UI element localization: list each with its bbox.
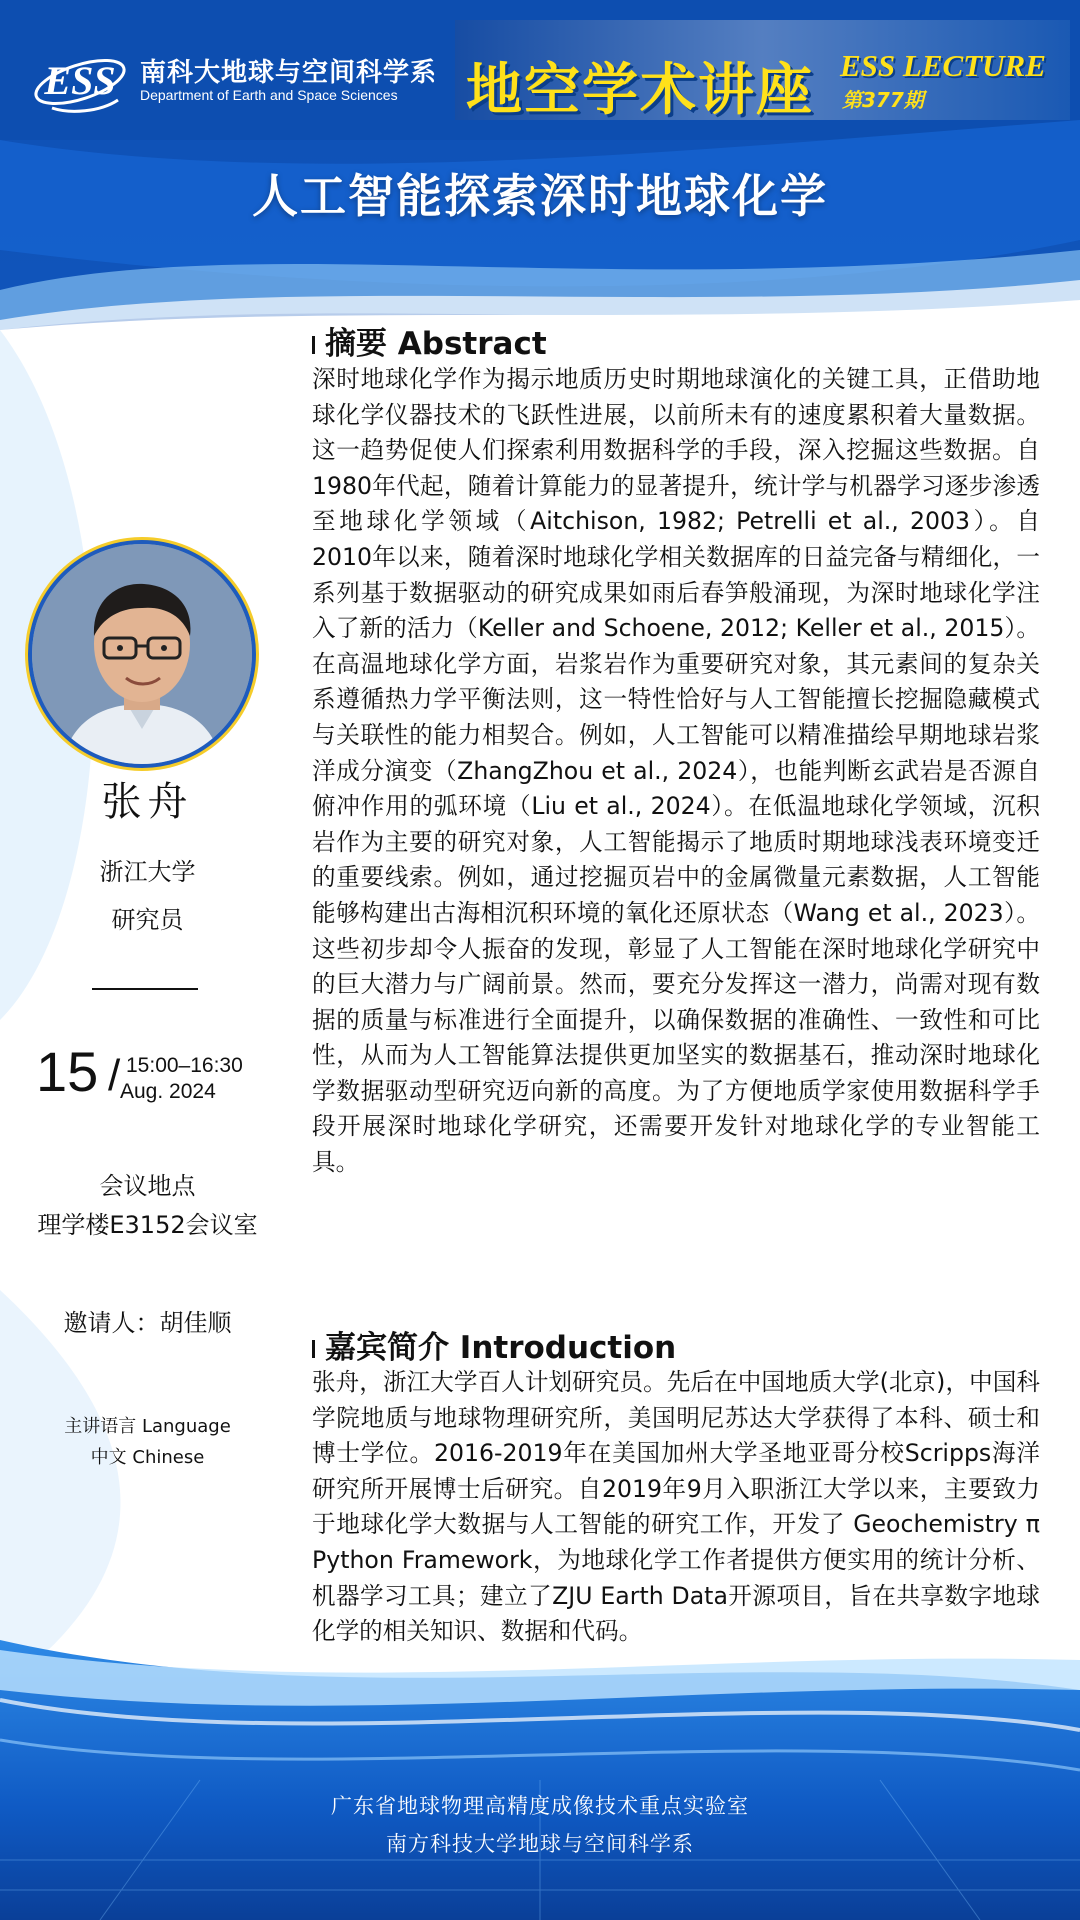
section-marker [312,336,315,354]
inviter: 邀请人：胡佳顺 [63,1309,232,1337]
introduction-heading-text: 嘉宾简介 Introduction [325,1330,677,1366]
lecture-title: 人工智能探索深时地球化学 [252,169,828,223]
footer-lab-name: 广东省地球物理高精度成像技术重点实验室 [331,1794,749,1818]
venue-label: 会议地点 [99,1172,196,1200]
event-month-year: Aug. 2024 [120,1080,216,1103]
footer-department-name: 南方科技大学地球与空间科学系 [386,1832,694,1856]
date-day: 15 [36,1040,99,1103]
ess-logo-icon [30,42,130,122]
language-label: 主讲语言 Language [64,1416,231,1437]
speaker-affiliation: 浙江大学 [99,858,196,886]
divider [92,988,198,990]
lecture-series-title-cn: 地空学术讲座 [466,57,814,123]
date-separator: / [108,1051,121,1100]
speaker-avatar [28,540,256,768]
lecture-series-title-en: ESS LECTURE [840,48,1046,83]
department-name-en: Department of Earth and Space Sciences [140,87,398,103]
introduction-body: 张舟，浙江大学百人计划研究员。先后在中国地质大学(北京)，中国科学院地质与地球物理研究所，美国明尼苏达大学获得了本科、硕士和博士学位。2016-2019年在美国加州大学圣地亚哥分校Scripps海洋研究所开展博士后研究。自2019年9月入职浙江大学以来，主要致力于地球化学大数据与人工智能的研究工作，开发了 Geochemistry π Python Framework，为地球化学工作者提供方便实用的统计分析、机器学习工具；建立了ZJU Earth Data开源项目，旨在共享数字地球化学的相关知识、数据和代码。 [312,1368,1040,1646]
department-logo [30,42,450,122]
introduction-heading [312,1322,676,1367]
abstract-heading-text: 摘要 Abstract [325,326,547,362]
speaker-portrait-icon [32,544,252,764]
speaker-name: 张舟 [101,779,194,825]
venue-room: 理学楼E3152会议室 [37,1211,258,1239]
abstract-body: 深时地球化学作为揭示地质历史时期地球演化的关键工具，正借助地球化学仪器技术的飞跃性进展，以前所未有的速度累积着大量数据。这一趋势促使人们探索利用数据科学的手段，深入挖掘这些数据。自1980年代起，随着计算能力的显著提升，统计学与机器学习逐步渗透至地球化学领域（Aitchison, 1982; Petrelli et al., 2003）。自2010年以来，随着深时地球化学相关数据库的日益完备与精细化，一系列基于数据驱动的研究成果如雨后春笋般涌现，为深时地球化学注入了新的活力（Keller and Schoene, 2012; Keller et al., 2015）。在高温地球化学方面，岩浆岩作为重要研究对象，其元素间的复杂关系遵循热力学平衡法则，这一特性恰好与人工智能擅长挖掘隐藏模式与关联性的能力相契合。例如，人工智能可以精准描绘早期地球岩浆洋成分演变（ZhangZhou et al., 2024），也能判断玄武岩是否源自俯冲作用的弧环境（Liu et al., 2024）。在低温地球化学领域，沉积岩作为主要的研究对象，人工智能揭示了地质时期地球浅表环境变迁的重要线索。例如，通过挖掘页岩中的金属微量元素数据，人工智能能够构建出古海相沉积环境的氧化还原状态（Wang et al., 2023）。这些初步却令人振奋的发现，彰显了人工智能在深时地球化学研究中的巨大潜力与广阔前景。然而，要充分发挥这一潜力，尚需对现有数据的质量与标准进行全面提升，以确保数据的准确性、一致性和可比性，从而为人工智能算法提供更加坚实的数据基石，推动深时地球化学数据驱动型研究迈向新的高度。为了方便地质学家使用数据科学手段开展深时地球化学研究，还需要开发针对地球化学的专业智能工具。 [312,365,1040,1177]
abstract-heading [312,318,547,363]
svg-text:ESS: ESS [44,58,116,103]
department-name-cn: 南科大地球与空间科学系 [140,58,438,88]
section-marker [312,1340,315,1358]
speaker-position: 研究员 [111,906,184,934]
language-value: 中文 Chinese [90,1447,205,1468]
lecture-issue-number: 第377期 [842,88,924,112]
event-time: 15:00–16:30 [126,1054,243,1077]
